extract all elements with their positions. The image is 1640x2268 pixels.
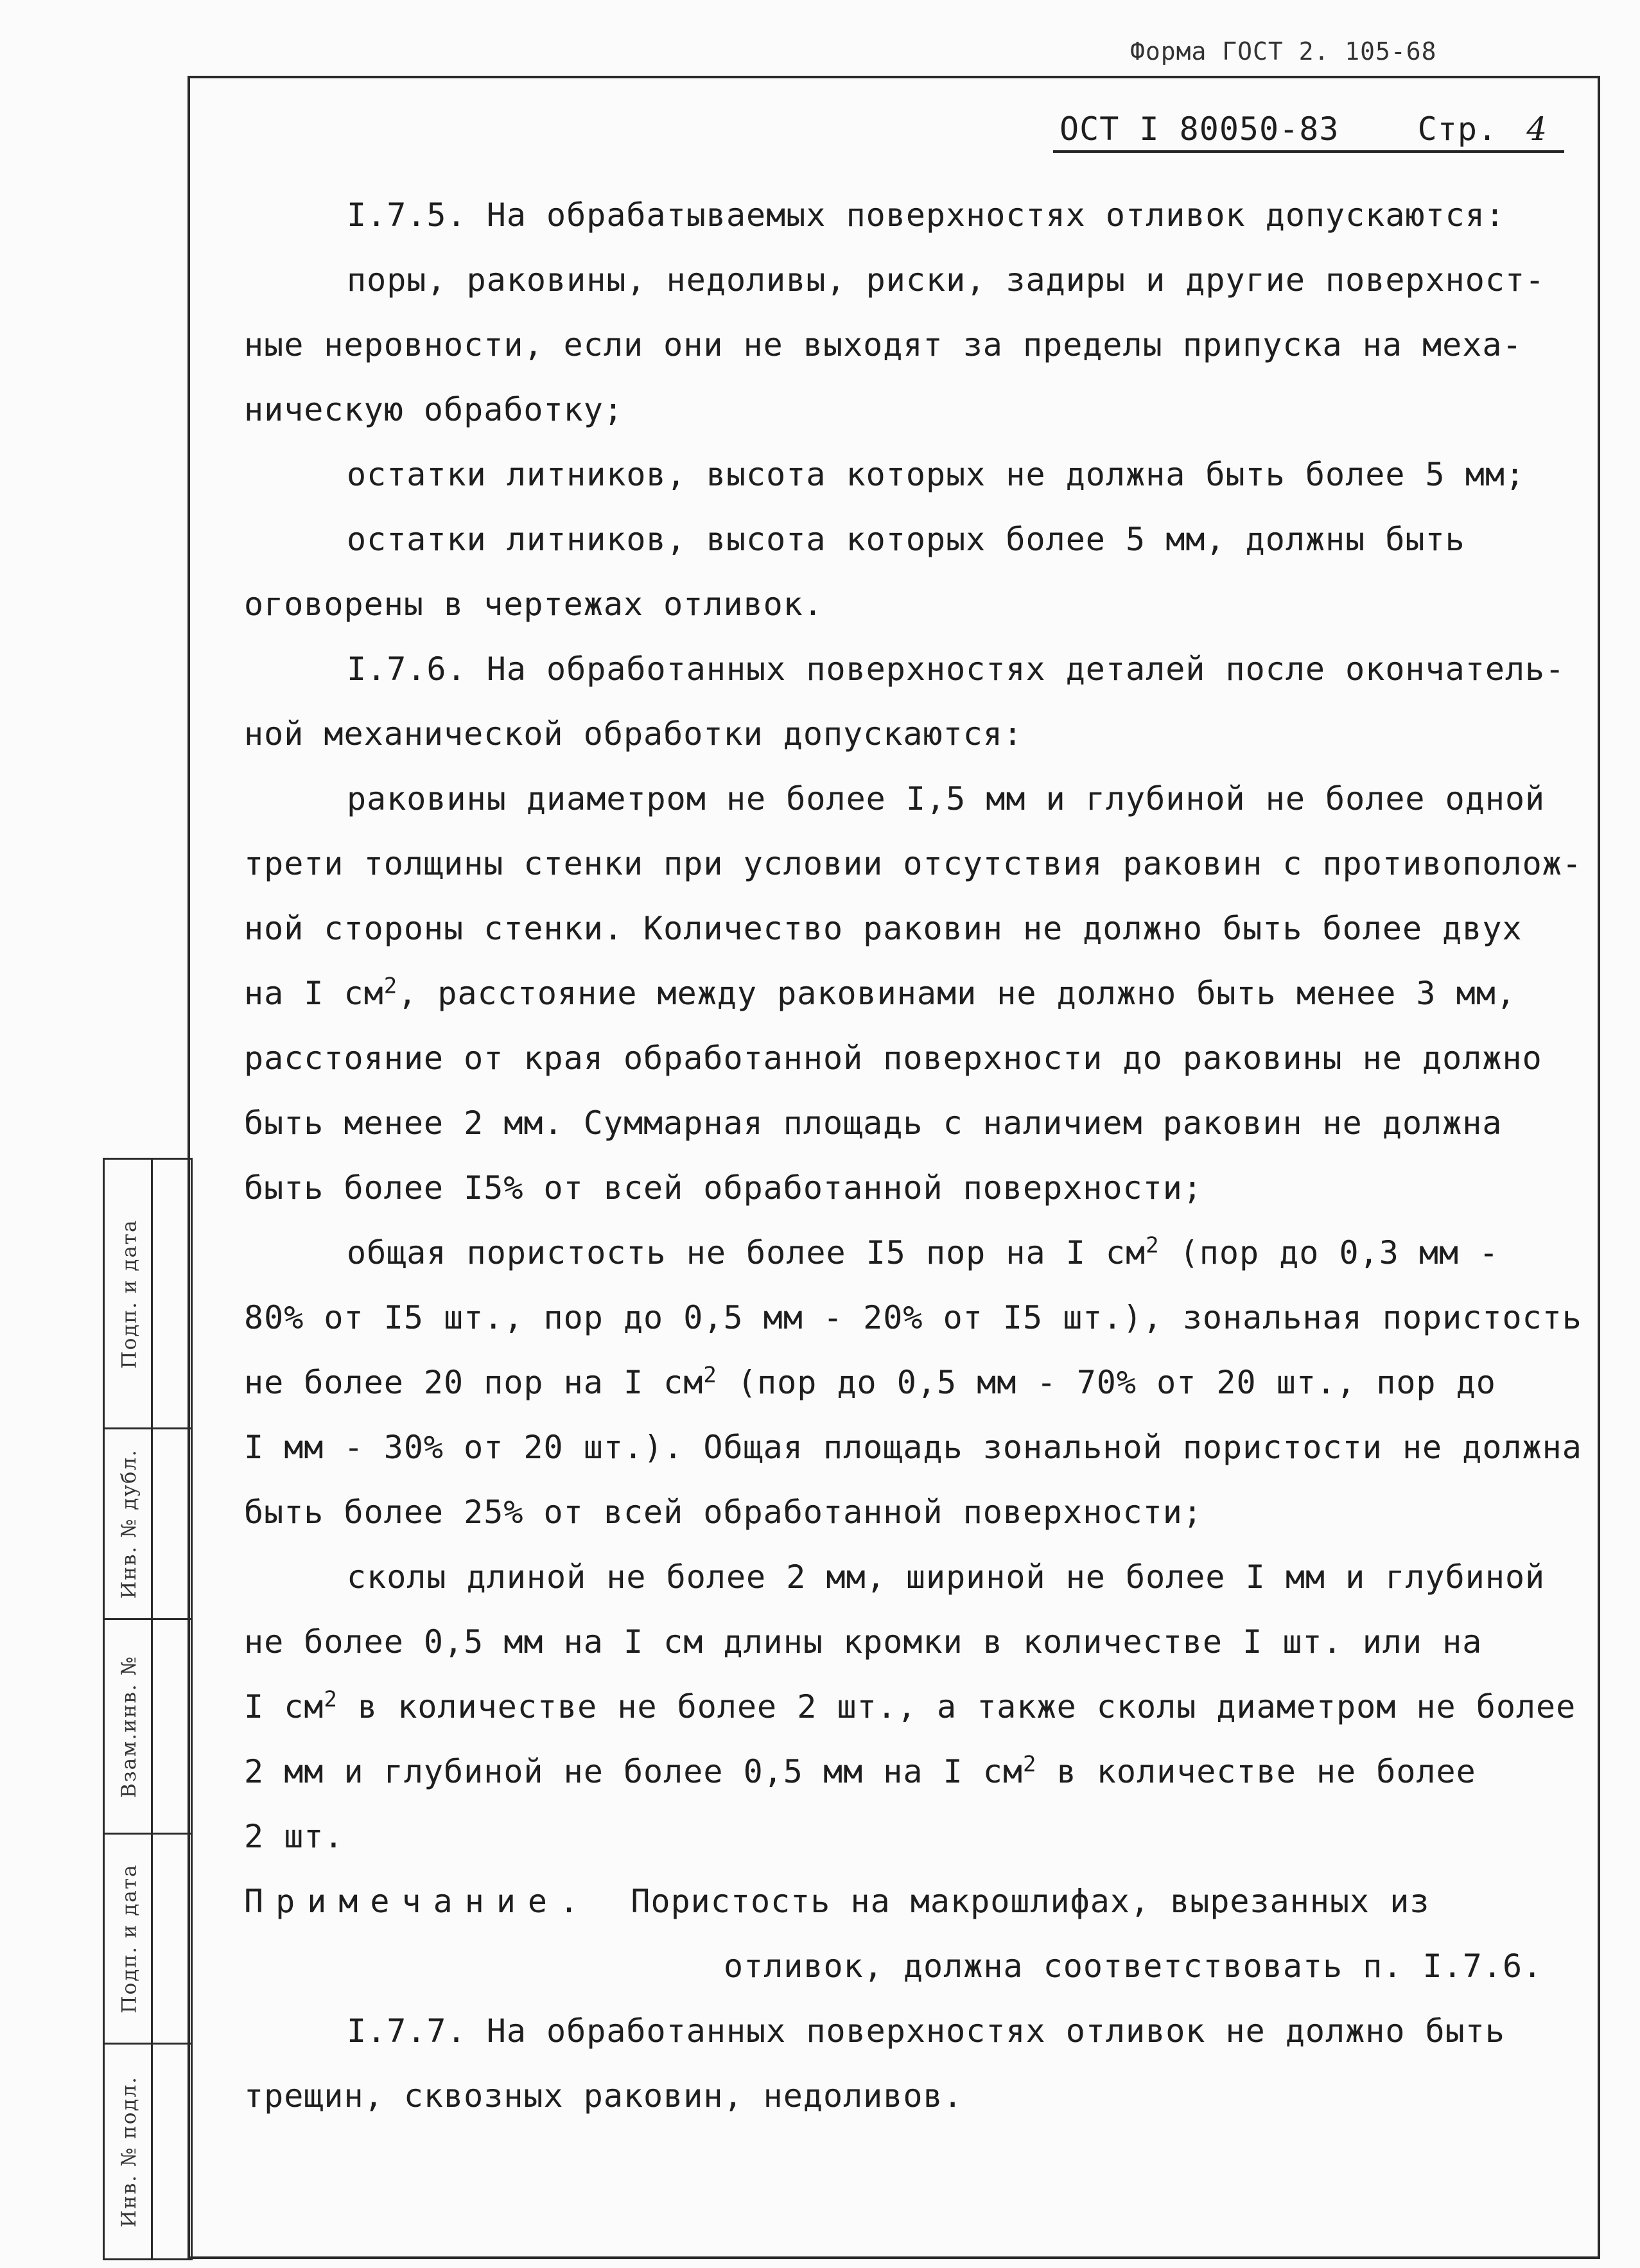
text-line: ническую обработку; (244, 391, 624, 428)
text-line: I.7.6. На обработанных поверхностях деталей после окончатель- (347, 650, 1566, 688)
side-cell-replace-number (105, 1620, 191, 1835)
page-number: 4 (1526, 110, 1548, 148)
note-heading: Примечание. (244, 1883, 591, 1920)
side-label: Подп. и дата (118, 1863, 141, 2014)
side-cell-sign-date-2 (105, 1835, 191, 2045)
text-line: оговорены в чертежах отливок. (244, 586, 823, 623)
side-label: Инв. № подл. (118, 2075, 141, 2228)
side-cell-orig-number (105, 2045, 191, 2258)
text-line: общая пористость не более I5 пор на I $см^2$ (пор до 0,3 мм - (347, 1232, 1499, 1271)
text-line: сколы длиной не более 2 мм, шириной не более I мм и глубиной (347, 1558, 1546, 1596)
text-line: I.7.5. На обрабатываемых поверхностях отливок допускаются: (347, 196, 1505, 234)
document-code-block (1053, 110, 1564, 153)
text-line: ные неровности, если они не выходят за пределы припуска на меха- (244, 326, 1522, 363)
text-line: на I $см^2$, расстояние между раковинами не должно быть менее 3 мм, (244, 973, 1516, 1012)
text-line: быть более I5% от всей обработанной поверхности; (244, 1169, 1203, 1207)
text-line: I.7.7. На обработанных поверхностях отливок не должно быть (347, 2012, 1505, 2050)
page-label: Стр. (1417, 110, 1498, 148)
text-line: остатки литников, высота которых более 5 мм, должны быть (347, 521, 1465, 558)
text-line: 2 мм и глубиной не более 0,5 мм на I $см^2$ в количестве не более (244, 1751, 1476, 1790)
side-label: Подп. и дата (118, 1219, 141, 1368)
text-line: раковины диаметром не более I,5 мм и глубиной не более одной (347, 780, 1546, 817)
text-line: ной стороны стенки. Количество раковин не должно быть более двух (244, 910, 1522, 947)
note-line: отливок, должна соответствовать п. I.7.6. (724, 1948, 1543, 1985)
text-line: I $см^2$ в количестве не более 2 шт., а также сколы диаметром не более (244, 1686, 1576, 1725)
side-label: Инв. № дубл. (118, 1449, 141, 1599)
document-body (244, 183, 1592, 2129)
text-line: остатки литников, высота которых не должна быть более 5 мм; (347, 456, 1526, 493)
side-cell-sign-date-1 (105, 1160, 191, 1429)
text-line: расстояние от края обработанной поверхности до раковины не должно (244, 1040, 1542, 1077)
note-line: Примечание. Пористость на макрошлифах, вырезанных из (244, 1883, 1430, 1920)
text-line: ной механической обработки допускаются: (244, 715, 1023, 753)
side-label: Взам.инв. № (118, 1655, 141, 1798)
text-line: трети толщины стенки при условии отсутствия раковин с противополож- (244, 845, 1582, 882)
text-line: I мм - 30% от 20 шт.). Общая площадь зональной пористости не должна (244, 1429, 1582, 1466)
form-label: Форма ГОСТ 2. 105-68 (1130, 37, 1437, 65)
text-line: 2 шт. (244, 1818, 344, 1855)
document-code: ОСТ I 80050-83 (1060, 110, 1339, 148)
text-line: 80% от I5 шт., пор до 0,5 мм - 20% от I5 шт.), зональная пористость (244, 1299, 1582, 1336)
text-line: не более 0,5 мм на I см длины кромки в количестве I шт. или на (244, 1623, 1483, 1661)
side-cell-dup-number (105, 1429, 191, 1620)
text-line: быть более 25% от всей обработанной поверхности; (244, 1494, 1203, 1531)
side-stamp-strip (103, 1158, 193, 2260)
text-line: трещин, сквозных раковин, недоливов. (244, 2077, 963, 2115)
text-line: не более 20 пор на I $см^2$ (пор до 0,5 мм - 70% от 20 шт., пор до (244, 1362, 1496, 1401)
text-line: поры, раковины, недоливы, риски, задиры и другие поверхност- (347, 261, 1546, 299)
text-line: быть менее 2 мм. Суммарная площадь с наличием раковин не должна (244, 1104, 1503, 1142)
